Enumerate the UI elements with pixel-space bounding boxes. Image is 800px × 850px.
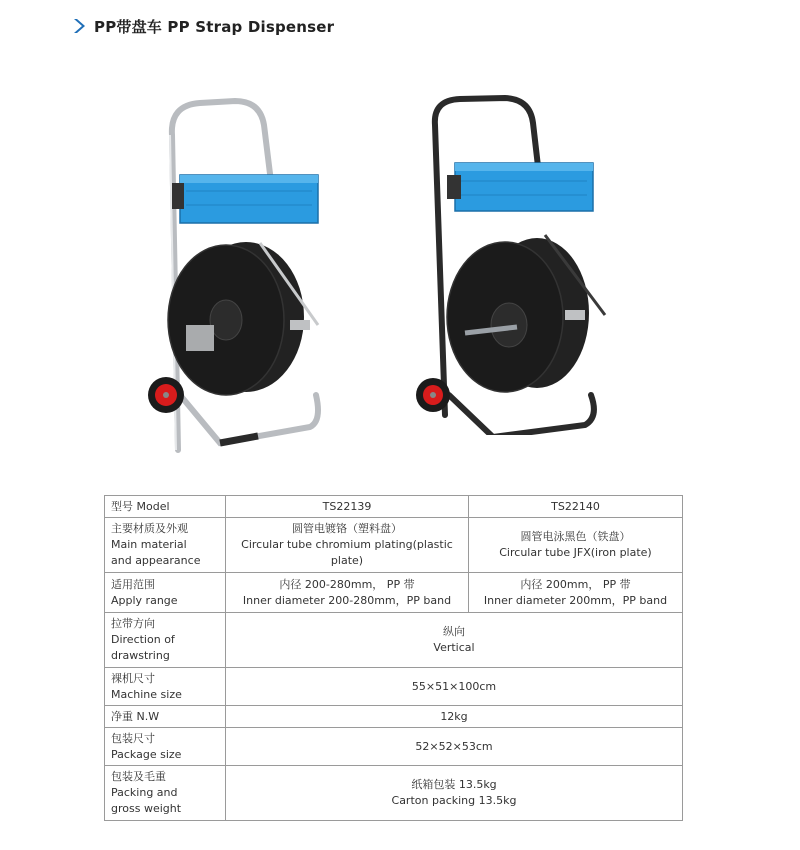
row-label: 包装及毛重 Packing and gross weight: [105, 766, 226, 821]
value-cell: 内径 200mm， PP 带 Inner diameter 200mm，PP band: [469, 573, 683, 613]
value-cell: 52×52×53cm: [226, 728, 683, 766]
product-image-ts22140: [405, 95, 615, 435]
table-row: [105, 496, 683, 518]
spec-table: [104, 495, 683, 821]
value-cell: 12kg: [226, 706, 683, 728]
row-label: 净重 N.W: [105, 706, 226, 728]
table-row: [105, 518, 683, 573]
product-image-ts22139: [140, 95, 340, 455]
value-cell: 55×51×100cm: [226, 668, 683, 706]
value-cell: 圆管电泳黑色（铁盘） Circular tube JFX(iron plate): [469, 518, 683, 573]
row-label: 型号 Model: [105, 496, 226, 518]
model-cell-ts22140: TS22140: [469, 496, 683, 518]
value-cell: 纸箱包装 13.5kg Carton packing 13.5kg: [226, 766, 683, 821]
row-label: 裸机尺寸 Machine size: [105, 668, 226, 706]
page-title-row: [72, 14, 334, 38]
value-cell: 内径 200-280mm， PP 带 Inner diameter 200-280mm，PP band: [226, 573, 469, 613]
value-cell: 圆管电镀铬（塑料盘） Circular tube chromium plating(plastic plate): [226, 518, 469, 573]
model-cell-ts22139: TS22139: [226, 496, 469, 518]
row-label: 包装尺寸 Package size: [105, 728, 226, 766]
table-row: [105, 668, 683, 706]
table-row: [105, 573, 683, 613]
table-row: [105, 766, 683, 821]
row-label: 适用范围 Apply range: [105, 573, 226, 613]
row-label: 拉带方向 Direction of drawstring: [105, 613, 226, 668]
table-row: [105, 613, 683, 668]
value-cell: 纵向 Vertical: [226, 613, 683, 668]
table-row: [105, 728, 683, 766]
chevron-right-icon: [72, 18, 86, 34]
table-row: [105, 706, 683, 728]
page-title: PP带盘车 PP Strap Dispenser: [94, 17, 335, 36]
row-label: 主要材质及外观 Main material and appearance: [105, 518, 226, 573]
